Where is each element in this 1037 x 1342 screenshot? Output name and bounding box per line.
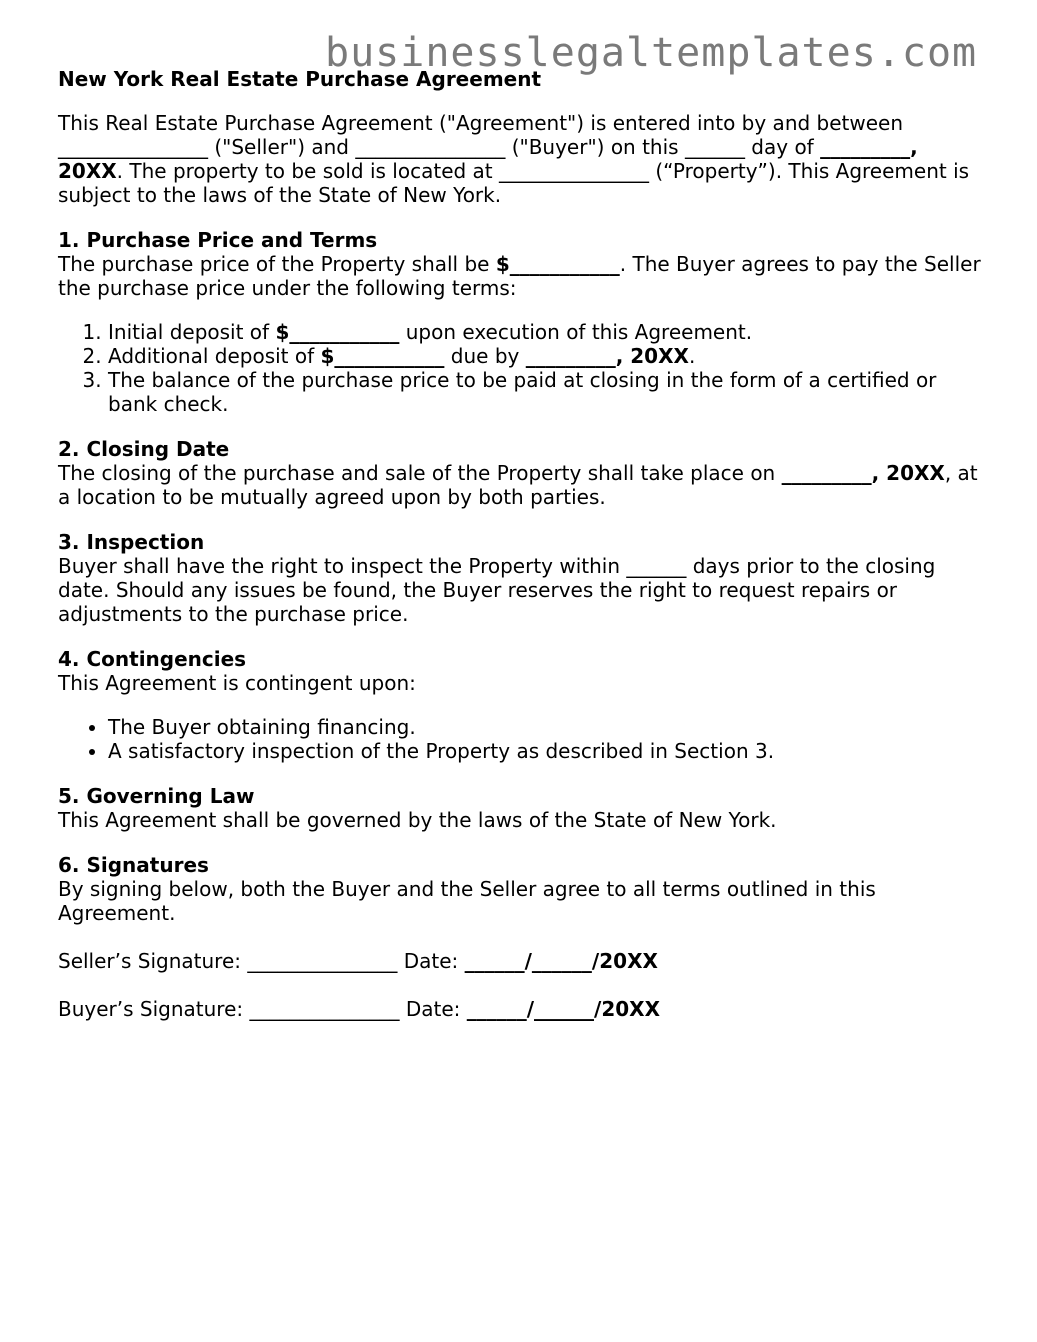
section-heading: 2. Closing Date bbox=[58, 437, 230, 461]
section-contingencies bbox=[58, 647, 988, 763]
text-run: Buyer’s Signature: _______________ Date: bbox=[58, 997, 467, 1021]
section-text: This Agreement is contingent upon: bbox=[58, 671, 416, 695]
section-inspection bbox=[58, 530, 988, 626]
price-blank: $___________ bbox=[495, 252, 620, 276]
text-run: Additional deposit of bbox=[108, 344, 321, 368]
section-heading: 5. Governing Law bbox=[58, 784, 255, 808]
document-title: New York Real Estate Purchase Agreement bbox=[58, 67, 542, 91]
text-run: due by bbox=[444, 344, 526, 368]
section-purchase-price bbox=[58, 228, 988, 416]
section-closing-date bbox=[58, 437, 988, 509]
intro-date-blank: _________, 20XX bbox=[58, 135, 918, 183]
deposit-blank: $___________ bbox=[275, 320, 400, 344]
terms-list bbox=[58, 320, 988, 416]
section-governing-law bbox=[58, 784, 988, 832]
section-signatures bbox=[58, 853, 988, 1021]
text-run: The purchase price of the Property shall be bbox=[58, 252, 496, 276]
section-text bbox=[58, 461, 988, 509]
text-run: , at a location to be mutually agreed upon by both parties. bbox=[58, 461, 978, 509]
seller-date-blank: ______/______/20XX bbox=[464, 949, 658, 973]
list-item bbox=[108, 344, 988, 368]
section-heading: 6. Signatures bbox=[58, 853, 209, 877]
section-text: Buyer shall have the right to inspect the Property within ______ days prior to the closing date. Should any issues be found, the Buyer reserves the right to request repairs or adjustments to the purchase price. bbox=[58, 554, 936, 626]
list-item: 3. The balance of the purchase price to be paid at closing in the form of a certified or bank check. bbox=[108, 368, 988, 416]
contingency-list bbox=[58, 715, 988, 763]
text-run: Seller’s Signature: _______________ Date: bbox=[58, 949, 465, 973]
text-run: . The Buyer agrees to pay the Seller the purchase price under the following terms: bbox=[58, 252, 981, 300]
intro-paragraph bbox=[58, 111, 988, 207]
buyer-date-blank: ______/______/20XX bbox=[466, 997, 661, 1021]
section-text: By signing below, both the Buyer and the Seller agree to all terms outlined in this Agreement. bbox=[58, 877, 876, 925]
deposit-blank: $___________ bbox=[320, 344, 445, 368]
seller-signature-line bbox=[58, 949, 988, 973]
intro-text-3: . The property to be sold is located at _______________ (“Property”). This Agreement is subject to the laws of the State of New York. bbox=[58, 159, 970, 207]
list-item: • A satisfactory inspection of the Property as described in Section 3. bbox=[108, 739, 988, 763]
due-date-blank: _________, 20XX bbox=[525, 344, 689, 368]
text-run: upon execution of this Agreement. bbox=[399, 320, 753, 344]
document bbox=[58, 66, 988, 1021]
buyer-signature-line bbox=[58, 997, 988, 1021]
section-text: This Agreement shall be governed by the laws of the State of New York. bbox=[58, 808, 777, 832]
text-run: Initial deposit of bbox=[108, 320, 276, 344]
list-item: • The Buyer obtaining financing. bbox=[108, 715, 988, 739]
section-heading: 1. Purchase Price and Terms bbox=[58, 228, 378, 252]
intro-text-2: _______________ ("Seller") and _______________ ("Buyer") on this ______ day of bbox=[58, 135, 821, 159]
section-text bbox=[58, 252, 988, 300]
watermark: businesslegaltemplates.com bbox=[325, 30, 978, 76]
closing-date-blank: _________, 20XX bbox=[781, 461, 945, 485]
list-item bbox=[108, 320, 988, 344]
text-run: . bbox=[688, 344, 696, 368]
section-heading: 4. Contingencies bbox=[58, 647, 247, 671]
section-heading: 3. Inspection bbox=[58, 530, 205, 554]
text-run: The closing of the purchase and sale of the Property shall take place on bbox=[58, 461, 782, 485]
intro-text-1: This Real Estate Purchase Agreement ("Agreement") is entered into by and between bbox=[58, 111, 904, 135]
